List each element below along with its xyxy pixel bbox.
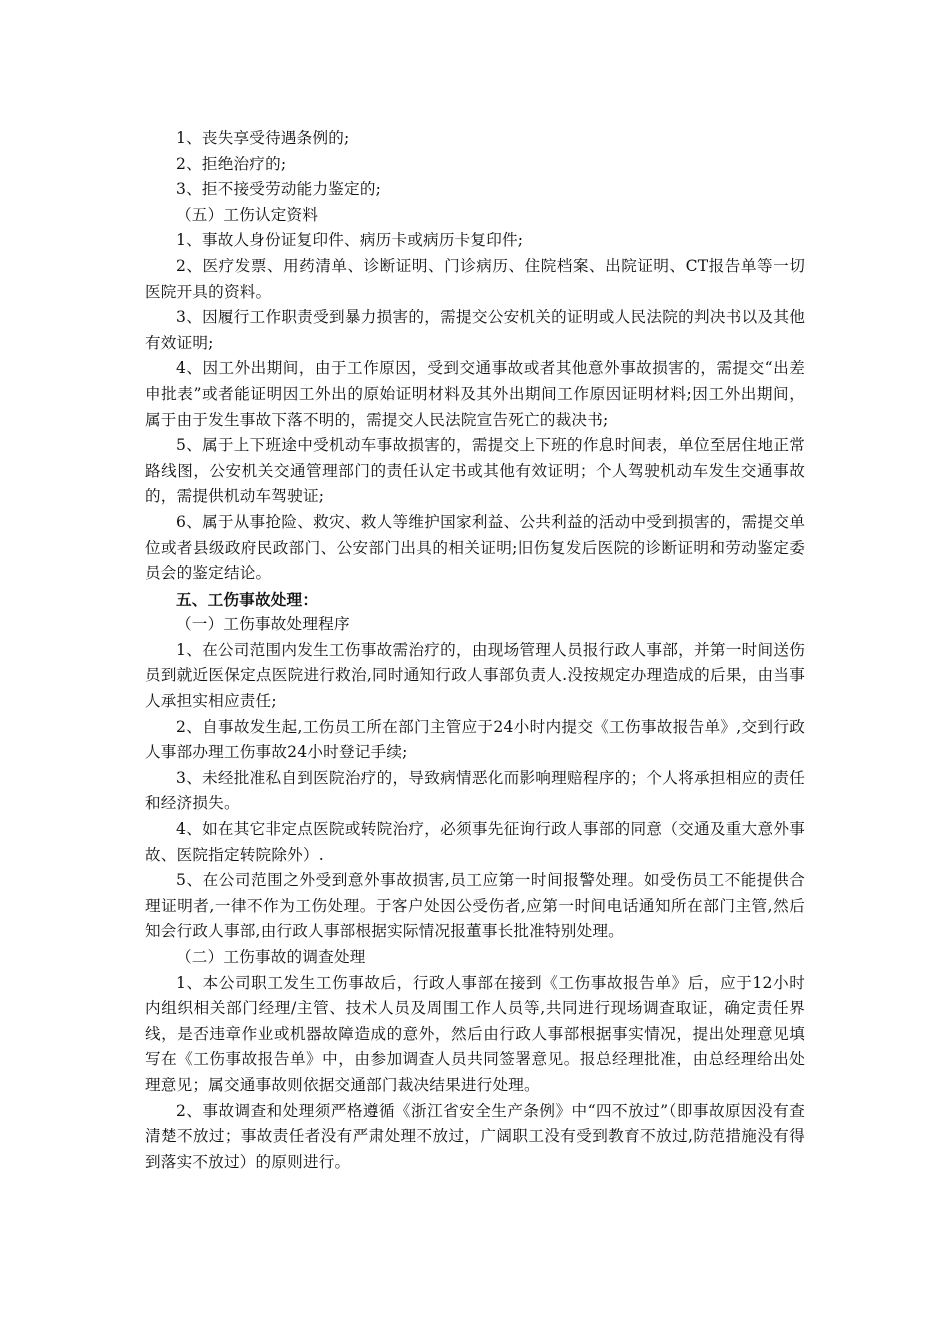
paragraph: 3、未经批准私自到医院治疗的，导致病情恶化而影响理赔程序的；个人将承担相应的责任和经济损失。 (145, 768, 805, 813)
subsection-heading: （二）工伤事故的调查处理 (176, 948, 366, 966)
document-body (145, 126, 805, 1175)
paragraph: 2、自事故发生起,工伤员工所在部门主管应于24小时内提交《工伤事故报告单》,交到行政人事部办理工伤事故24小时登记手续; (145, 717, 805, 762)
paragraph: 2、医疗发票、用药清单、诊断证明、门诊病历、住院档案、出院证明、CT报告单等一切医院开具的资料。 (145, 256, 805, 301)
paragraph: 6、属于从事抢险、救灾、救人等维护国家利益、公共利益的活动中受到损害的，需提交单位或者县级政府民政部门、公安部门出具的相关证明;旧伤复发后医院的诊断证明和劳动鉴定委员会的鉴定结论。 (145, 512, 805, 583)
paragraph: 1、在公司范围内发生工伤事故需治疗的，由现场管理人员报行政人事部，并第一时间送伤员到就近医保定点医院进行救治,同时通知行政人事部负责人.没按规定办理造成的后果，由当事人承担实相应责任; (145, 640, 805, 711)
paragraph: 2、事故调查和处理须严格遵循《浙江省安全生产条例》中“四不放过”（即事故原因没有查清楚不放过；事故责任者没有严肃处理不放过，广阔职工没有受到教育不放过,防范措施没有得到落实不放过）的原则进行。 (145, 1101, 805, 1171)
subsection-heading: （一）工伤事故处理程序 (176, 615, 350, 634)
paragraph: 5、在公司范围之外受到意外事故损害,员工应第一时间报警处理。如受伤员工不能提供合理证明者,一律不作为工伤处理。于客户处因公受伤者,应第一时间电话通知所在部门主管,然后知会行政人事部,由行政人事部根据实际情况报董事长批准特别处理。 (145, 871, 805, 941)
paragraph: 1、本公司职工发生工伤事故后，行政人事部在接到《工伤事故报告单》后，应于12小时内组织相关部门经理/主管、技术人员及周围工作人员等,共同进行现场调查取证，确定责任界线，是否违章作业或机器故障造成的意外，然后由行政人事部根据事实情况，提出处理意见填写在《工伤事故报告单》中，由参加调查人员共同签署意见。报总经理批准，由总经理给出处理意见；属交通事故则依据交通部门裁决结果进行处理。 (145, 973, 805, 1094)
paragraph: 3、因履行工作职责受到暴力损害的，需提交公安机关的证明或人民法院的判决书以及其他有效证明; (145, 308, 805, 352)
list-item-3: 3、拒不接受劳动能力鉴定的; (176, 180, 382, 199)
paragraph: 4、因工外出期间，由于工作原因，受到交通事故或者其他意外事故损害的，需提交“出差申批表”或者能证明因工外出的原始证明材料及其外出期间工作原因证明材料;因工外出期间，属于由于发生事故下落不明的，需提交人民法院宣告死亡的裁决书; (145, 359, 805, 429)
section-heading: 五、工伤事故处理： (176, 589, 319, 609)
list-item-2: 2、拒绝治疗的; (176, 154, 287, 173)
subsection-heading: （五）工伤认定资料 (176, 205, 319, 224)
paragraph: 4、如在其它非定点医院或转院治疗，必须事先征询行政人事部的同意（交通及重大意外事故、医院指定转院除外）. (145, 820, 805, 864)
list-item-1: 1、丧失享受待遇条例的; (176, 129, 350, 147)
paragraph: 1、事故人身份证复印件、病历卡或病历卡复印件; (176, 231, 524, 250)
paragraph: 5、属于上下班途中受机动车事故损害的，需提交上下班的作息时间表，单位至居住地正常路线图，公安机关交通管理部门的责任认定书或其他有效证明；个人驾驶机动车发生交通事故的，需提供机动车驾驶证; (145, 436, 805, 506)
